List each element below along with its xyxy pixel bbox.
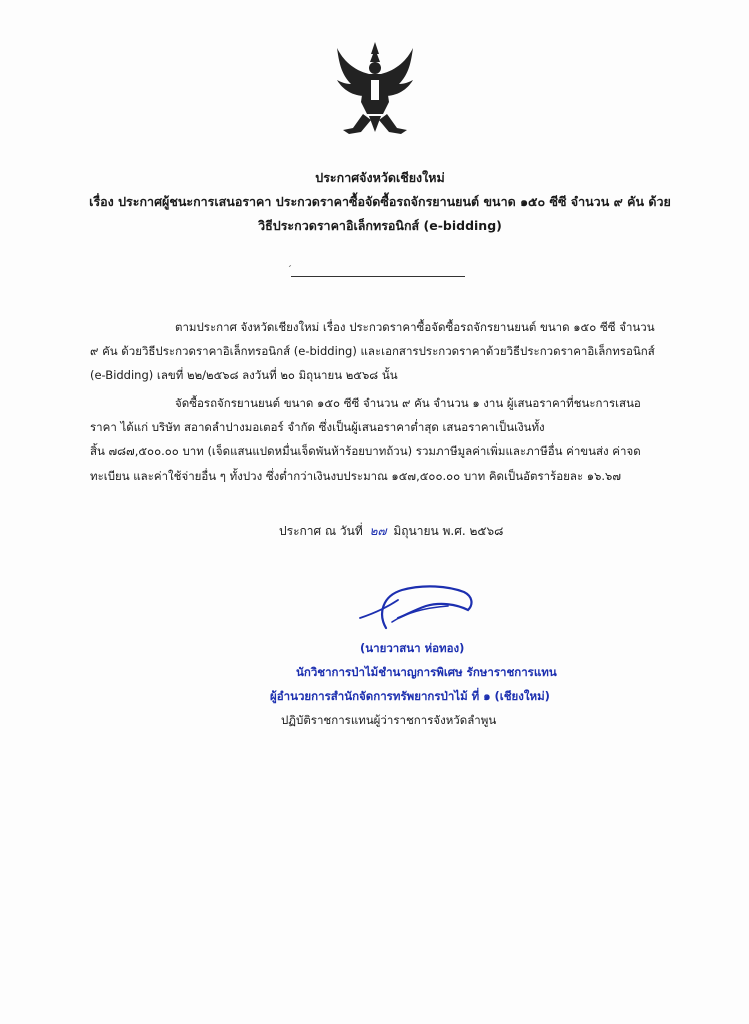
announce-date-prefix: ประกาศ ณ วันที่ (279, 524, 363, 538)
garuda-emblem-icon (333, 40, 417, 136)
body-line-1: ตามประกาศ จังหวัดเชียงใหม่ เรื่อง ประกวดราคาซื้อจัดซื้อรถจักรยานยนต์ ขนาด ๑๕๐ ซีซี จำนวน (175, 320, 655, 334)
signatory-title-2: ผู้อำนวยการสำนักจัดการทรัพยากรป่าไม้ ที่ ๑ (เชียงใหม่) (270, 689, 550, 703)
body-line-3: (e-Bidding) เลขที่ ๒๒/๒๕๖๘ ลงวันที่ ๒๐ มิถุนายน ๒๕๖๘ นั้น (90, 368, 398, 382)
signatory-title-3: ปฏิบัติราชการแทนผู้ว่าราชการจังหวัดลำพูน (281, 713, 497, 727)
announcement-subject-cont: วิธีประกวดราคาอิเล็กทรอนิกส์ (e-bidding) (258, 218, 502, 233)
body-line-2: ๙ คัน ด้วยวิธีประกวดราคาอิเล็กทรอนิกส์ (e-bidding) และเอกสารประกวดราคาด้วยวิธีประกวดราคาอิเล็กทรอนิกส์ (90, 344, 655, 358)
body-line-7: ทะเบียน และค่าใช้จ่ายอื่น ๆ ทั้งปวง ซึ่งต่ำกว่าเงินงบประมาณ ๑๕๗,๕๐๐.๐๐ บาท คิดเป็นอัตราร้อยละ ๑๖.๖๗ (90, 469, 621, 483)
body-line-6: สิ้น ๗๘๗,๕๐๐.๐๐ บาท (เจ็ดแสนแปดหมื่นเจ็ดพันห้าร้อยบาทถ้วน) รวมภาษีมูลค่าเพิ่มและภาษีอื่น ค่าขนส่ง ค่าจด (90, 444, 641, 458)
signatory-title-1: นักวิชาการป่าไม้ชำนาญการพิเศษ รักษาราชการแทน (296, 665, 557, 679)
announce-date (279, 522, 503, 541)
handwritten-signature (352, 578, 482, 638)
divider (291, 276, 465, 277)
rule-mark: ´ (287, 265, 292, 276)
announce-date-suffix: มิถุนายน พ.ศ. ๒๕๖๘ (393, 524, 504, 538)
body-line-5: ราคา ได้แก่ บริษัท สอาดลำปางมอเตอร์ จำกัด ซึ่งเป็นผู้เสนอราคาต่ำสุด เสนอราคาเป็นเงินทั้ง (90, 420, 545, 434)
signatory-name: (นายวาสนา ห่อทอง) (360, 641, 465, 655)
announcement-subject: เรื่อง ประกาศผู้ชนะการเสนอราคา ประกวดราคาซื้อจัดซื้อรถจักรยานยนต์ ขนาด ๑๕๐ ซีซี จำนวน ๙ คัน ด้วย (89, 194, 671, 209)
announcement-title: ประกาศจังหวัดเชียงใหม่ (315, 170, 445, 185)
body-line-4: จัดซื้อรถจักรยานยนต์ ขนาด ๑๕๐ ซีซี จำนวน ๙ คัน จำนวน ๑ งาน ผู้เสนอราคาที่ชนะการเสนอ (175, 396, 641, 410)
announce-day: ๒๗ (369, 524, 387, 538)
